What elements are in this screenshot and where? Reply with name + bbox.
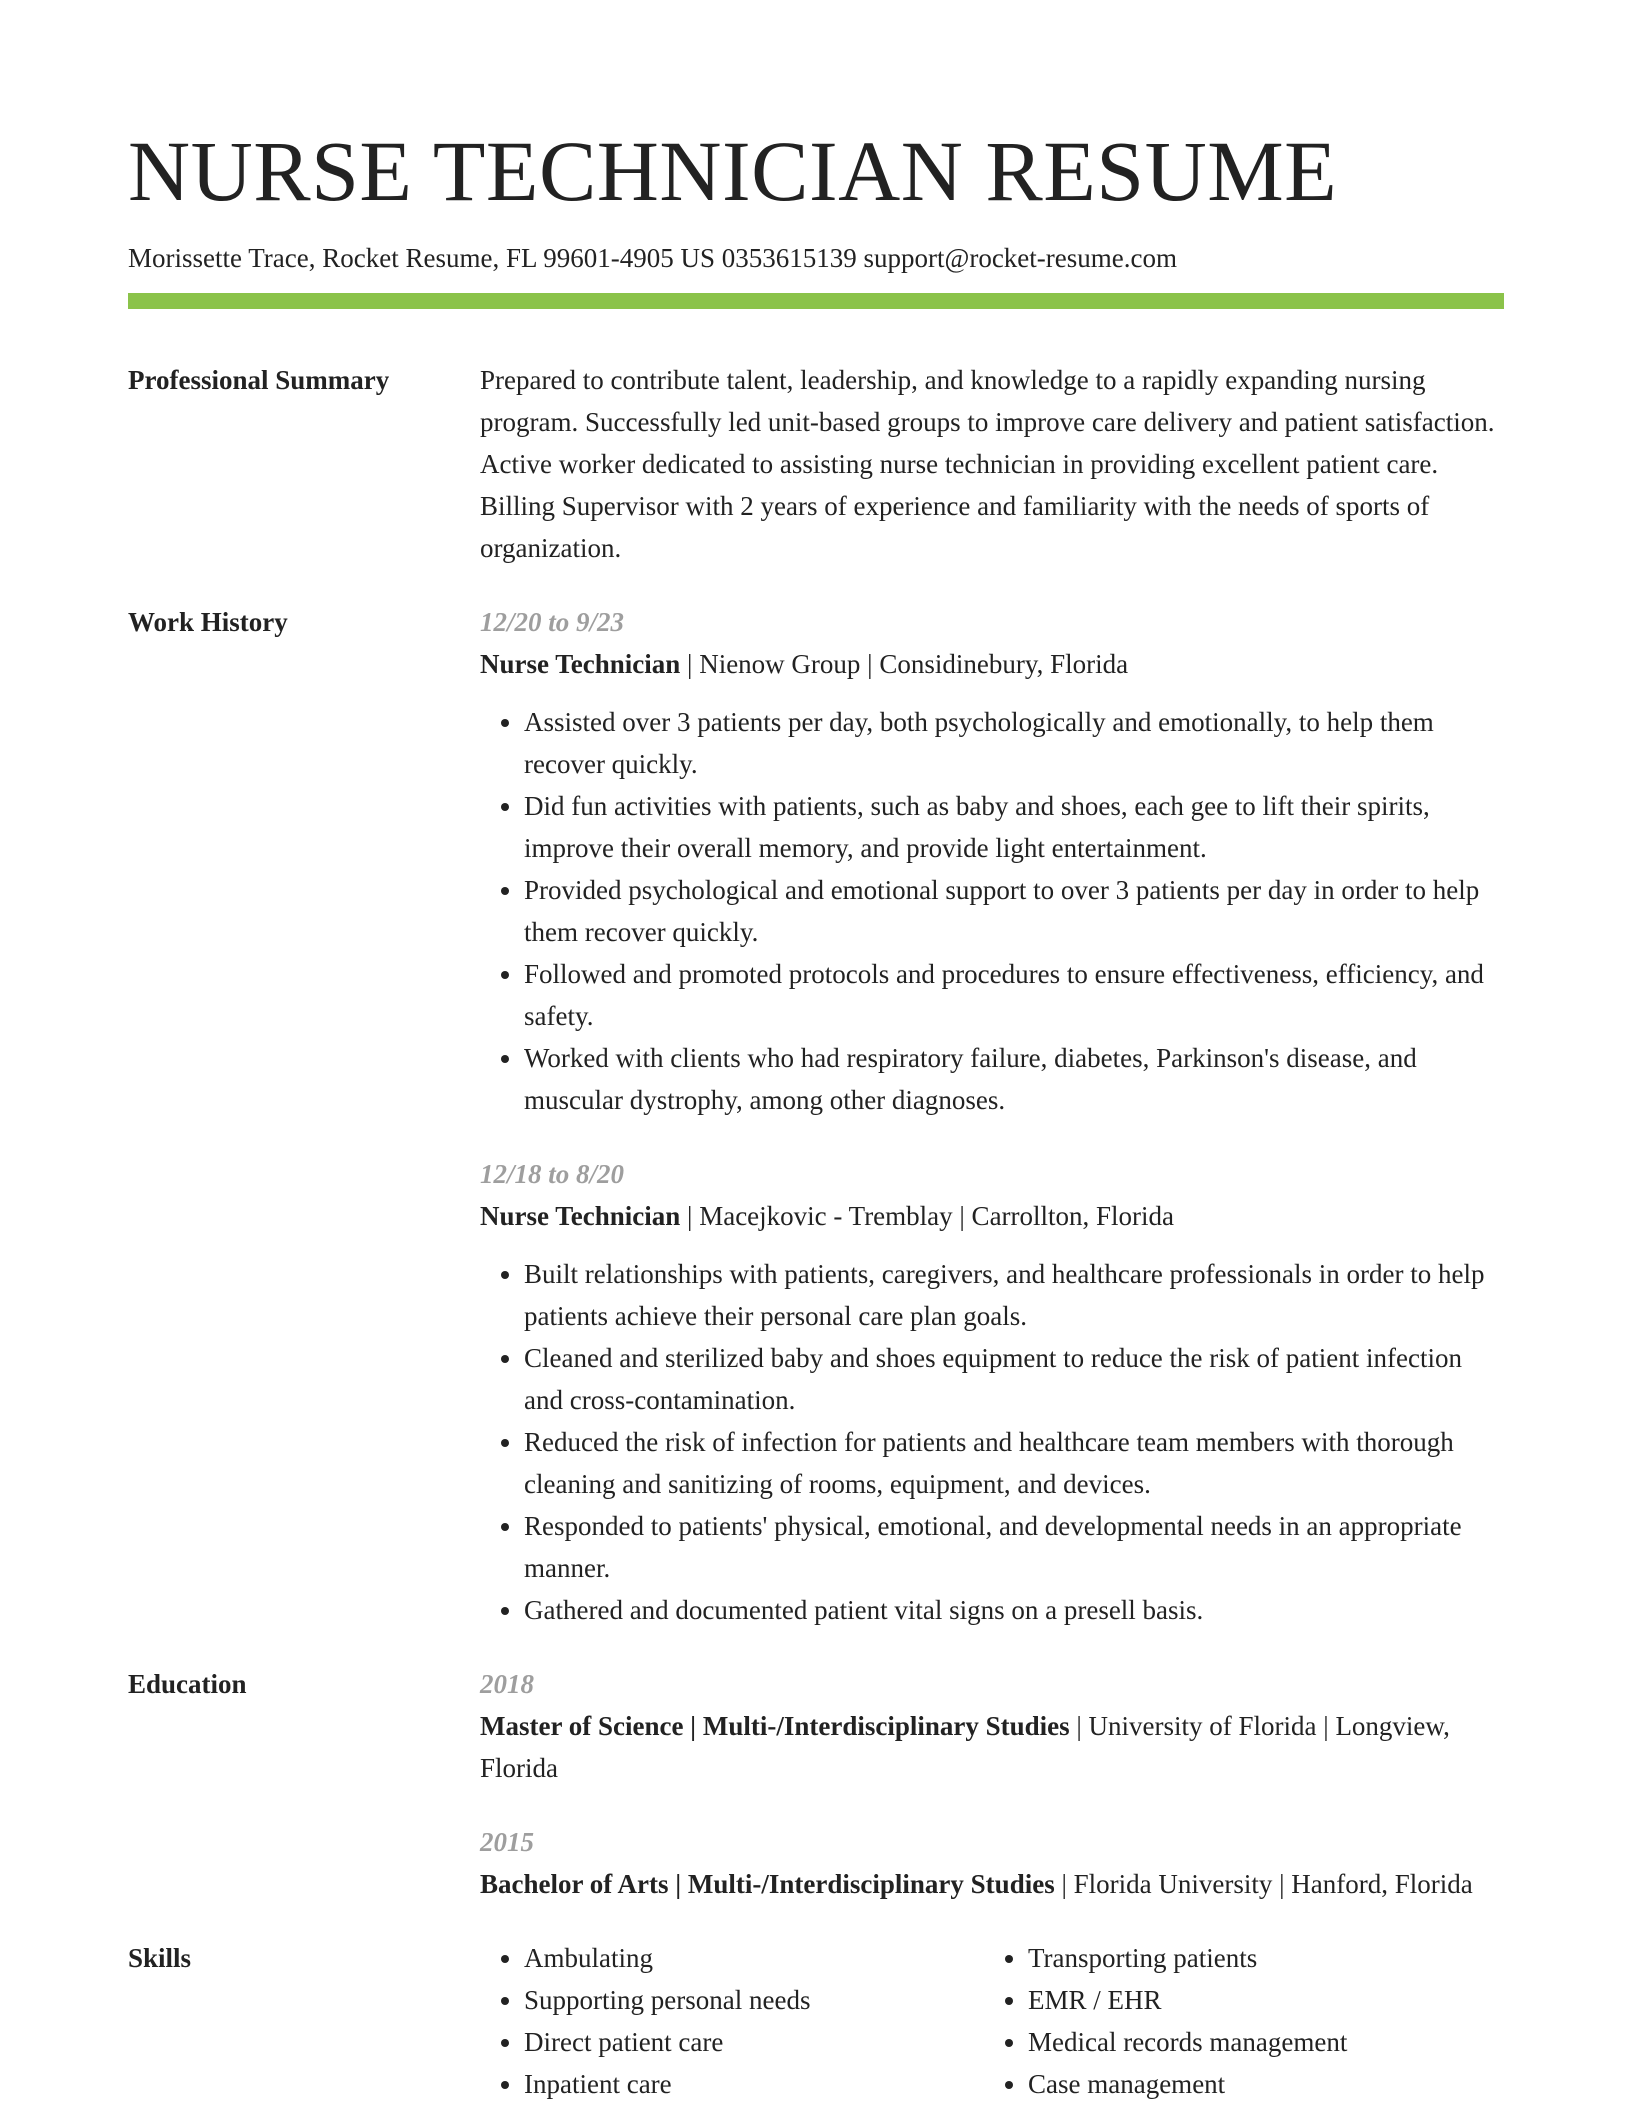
work-history-body [480,601,1504,1631]
education-entry [480,1821,1504,1905]
skill-item: • Case management [1028,2063,1488,2105]
work-history-section [128,601,1504,1631]
education-details: | Florida University | Hanford, Florida [1054,1869,1473,1899]
education-entry [480,1663,1504,1789]
education-header [480,1863,1504,1905]
job-bullet: • Assisted over 3 patients per day, both psychologically and emotionally, to help them recover quickly. [524,701,1504,785]
section-label-skills: Skills [128,1943,192,1973]
skill-item: • Medical records management [1028,2021,1488,2063]
education-header [480,1705,1504,1789]
section-label-summary: Professional Summary [128,365,390,395]
job-title: Nurse Technician [480,1201,681,1231]
job-bullet: • Responded to patients' physical, emotional, and developmental needs in an appropriate manner. [524,1505,1504,1589]
contact-line: Morissette Trace, Rocket Resume, FL 99601-4905 US 0353615139 support@rocket-resume.com [128,243,1177,273]
job-bullet: • Did fun activities with patients, such as baby and shoes, each gee to lift their spirits, improve their overall memory, and provide light entertainment. [524,785,1504,869]
job-bullet: • Provided psychological and emotional support to over 3 patients per day in order to help them recover quickly. [524,869,1504,953]
job-bullet: • Gathered and documented patient vital signs on a presell basis. [524,1589,1504,1631]
summary-section [128,359,1504,569]
skills-list-right [984,1937,1488,2105]
skill-item: • Ambulating [524,1937,984,1979]
education-section [128,1663,1504,1905]
job-bullet: • Reduced the risk of infection for patients and healthcare team members with thorough cleaning and sanitizing of rooms, equipment, and devices. [524,1421,1504,1505]
job-details: | Macejkovic - Tremblay | Carrollton, Florida [680,1201,1175,1231]
job-header [480,643,1504,685]
job-bullet: • Cleaned and sterilized baby and shoes equipment to reduce the risk of patient infection and cross-contamination. [524,1337,1504,1421]
job-bullet: • Built relationships with patients, caregivers, and healthcare professionals in order to help patients achieve their personal care plan goals. [524,1253,1504,1337]
skill-item: • Transporting patients [1028,1937,1488,1979]
accent-divider [128,293,1504,309]
job-details: | Nienow Group | Considinebury, Florida [680,649,1129,679]
job-bullet: • Followed and promoted protocols and procedures to ensure effectiveness, efficiency, and safety. [524,953,1504,1037]
section-label-education: Education [128,1669,247,1699]
education-year: 2018 [480,1669,534,1699]
job-bullets [480,701,1504,1121]
job-bullets [480,1253,1504,1631]
education-year: 2015 [480,1827,534,1857]
job-dates: 12/20 to 9/23 [480,607,625,637]
skill-item: • Supporting personal needs [524,1979,984,2021]
skill-item: • Direct patient care [524,2021,984,2063]
section-label-work-history: Work History [128,607,288,637]
job-bullet: • Worked with clients who had respiratory failure, diabetes, Parkinson's disease, and muscular dystrophy, among other diagnoses. [524,1037,1504,1121]
job-entry [480,1153,1504,1631]
skill-item: • Inpatient care [524,2063,984,2105]
skills-body [480,1937,1504,2105]
resume-title: NURSE TECHNICIAN RESUME [128,123,1338,219]
skill-item: • EMR / EHR [1028,1979,1488,2021]
job-title: Nurse Technician [480,649,681,679]
skills-list-left [480,1937,984,2105]
skills-columns [480,1937,1504,2105]
job-entry [480,601,1504,1121]
education-body [480,1663,1504,1905]
job-dates: 12/18 to 8/20 [480,1159,625,1189]
education-degree: Master of Science | Multi-/Interdisciplinary Studies [480,1711,1070,1741]
education-details: | University of Florida | Longview, Florida [480,1711,1450,1783]
job-header [480,1195,1504,1237]
skills-section [128,1937,1504,2105]
education-degree: Bachelor of Arts | Multi-/Interdisciplinary Studies [480,1869,1055,1899]
resume-page [128,0,1504,2105]
summary-text: Prepared to contribute talent, leadership, and knowledge to a rapidly expanding nursing program. Successfully led unit-based groups to improve care delivery and patient satisfaction. Active worker dedicated to assisting nurse technician in providing excellent patient care. Billing Supervisor with 2 years of experience and familiarity with the needs of sports of organization. [480,365,1495,563]
